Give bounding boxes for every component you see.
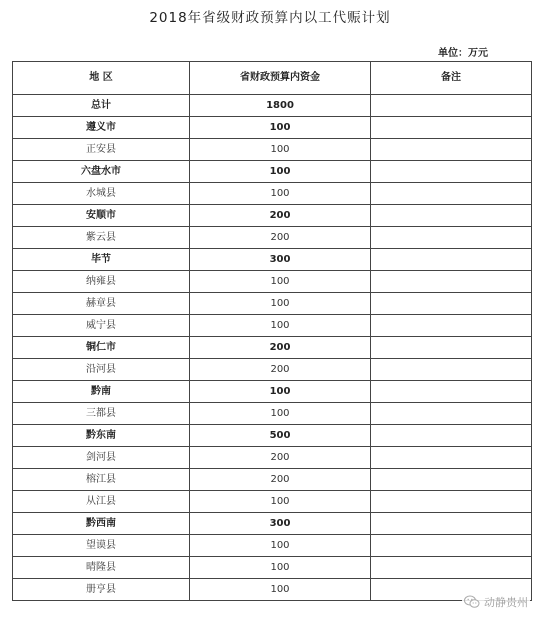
wechat-icon [464, 595, 480, 609]
table-row [13, 403, 532, 425]
cell-amount: 100 [190, 491, 371, 513]
cell-amount: 100 [190, 579, 371, 601]
table-row [13, 557, 532, 579]
cell-amount: 200 [190, 469, 371, 491]
table-row [13, 381, 532, 403]
cell-region: 六盘水市 [13, 161, 190, 183]
cell-remarks [371, 227, 532, 249]
table-row [13, 117, 532, 139]
table-row [13, 425, 532, 447]
header-region: 地 区 [13, 62, 190, 95]
cell-amount: 200 [190, 447, 371, 469]
watermark-text: 动静贵州 [484, 596, 528, 609]
cell-remarks [371, 249, 532, 271]
cell-amount: 100 [190, 161, 371, 183]
table-row [13, 161, 532, 183]
cell-remarks [371, 205, 532, 227]
cell-region: 安顺市 [13, 205, 190, 227]
cell-amount: 100 [190, 381, 371, 403]
cell-amount: 1800 [190, 95, 371, 117]
cell-remarks [371, 183, 532, 205]
table-header-row [13, 62, 532, 95]
cell-remarks [371, 139, 532, 161]
table-row [13, 249, 532, 271]
watermark [462, 594, 530, 610]
cell-amount: 100 [190, 535, 371, 557]
cell-region: 册亨县 [13, 579, 190, 601]
cell-remarks [371, 95, 532, 117]
cell-remarks [371, 403, 532, 425]
table-row [13, 491, 532, 513]
cell-region: 铜仁市 [13, 337, 190, 359]
cell-amount: 100 [190, 403, 371, 425]
cell-amount: 100 [190, 293, 371, 315]
cell-region: 榕江县 [13, 469, 190, 491]
cell-region: 沿河县 [13, 359, 190, 381]
budget-table [12, 61, 532, 601]
cell-amount: 300 [190, 513, 371, 535]
cell-remarks [371, 491, 532, 513]
header-remarks: 备注 [371, 62, 532, 95]
table-row [13, 183, 532, 205]
table-row [13, 337, 532, 359]
cell-region: 黔东南 [13, 425, 190, 447]
table-row [13, 447, 532, 469]
unit-label: 单位：万元 [438, 48, 488, 59]
cell-remarks [371, 513, 532, 535]
cell-region: 黔西南 [13, 513, 190, 535]
cell-region: 晴隆县 [13, 557, 190, 579]
cell-region: 威宁县 [13, 315, 190, 337]
cell-remarks [371, 557, 532, 579]
table-row [13, 139, 532, 161]
cell-region: 剑河县 [13, 447, 190, 469]
cell-amount: 100 [190, 271, 371, 293]
cell-region: 紫云县 [13, 227, 190, 249]
table-row [13, 579, 532, 601]
cell-amount: 200 [190, 227, 371, 249]
cell-amount: 100 [190, 117, 371, 139]
cell-region: 三都县 [13, 403, 190, 425]
cell-region: 从江县 [13, 491, 190, 513]
cell-region: 黔南 [13, 381, 190, 403]
table-row [13, 293, 532, 315]
table-row [13, 469, 532, 491]
table-body [13, 95, 532, 601]
cell-remarks [371, 337, 532, 359]
cell-remarks [371, 315, 532, 337]
cell-remarks [371, 117, 532, 139]
cell-region: 望谟县 [13, 535, 190, 557]
cell-region: 纳雍县 [13, 271, 190, 293]
cell-region: 总计 [13, 95, 190, 117]
cell-amount: 100 [190, 139, 371, 161]
cell-region: 遵义市 [13, 117, 190, 139]
table-row [13, 513, 532, 535]
table-row [13, 95, 532, 117]
cell-remarks [371, 271, 532, 293]
cell-amount: 100 [190, 183, 371, 205]
table-row [13, 315, 532, 337]
header-amount: 省财政预算内资金 [190, 62, 371, 95]
cell-region: 水城县 [13, 183, 190, 205]
cell-amount: 100 [190, 557, 371, 579]
cell-remarks [371, 359, 532, 381]
cell-remarks [371, 381, 532, 403]
cell-remarks [371, 535, 532, 557]
cell-amount: 500 [190, 425, 371, 447]
cell-remarks [371, 161, 532, 183]
cell-amount: 200 [190, 337, 371, 359]
table-row [13, 359, 532, 381]
cell-region: 正安县 [13, 139, 190, 161]
cell-amount: 200 [190, 205, 371, 227]
cell-remarks [371, 447, 532, 469]
cell-remarks [371, 293, 532, 315]
cell-remarks [371, 469, 532, 491]
cell-amount: 300 [190, 249, 371, 271]
cell-amount: 100 [190, 315, 371, 337]
table-row [13, 535, 532, 557]
cell-remarks [371, 425, 532, 447]
table-row [13, 271, 532, 293]
cell-amount: 200 [190, 359, 371, 381]
cell-region: 赫章县 [13, 293, 190, 315]
table-row [13, 227, 532, 249]
table-row [13, 205, 532, 227]
document-title: 2018年省级财政预算内以工代赈计划 [149, 10, 391, 26]
cell-region: 毕节 [13, 249, 190, 271]
